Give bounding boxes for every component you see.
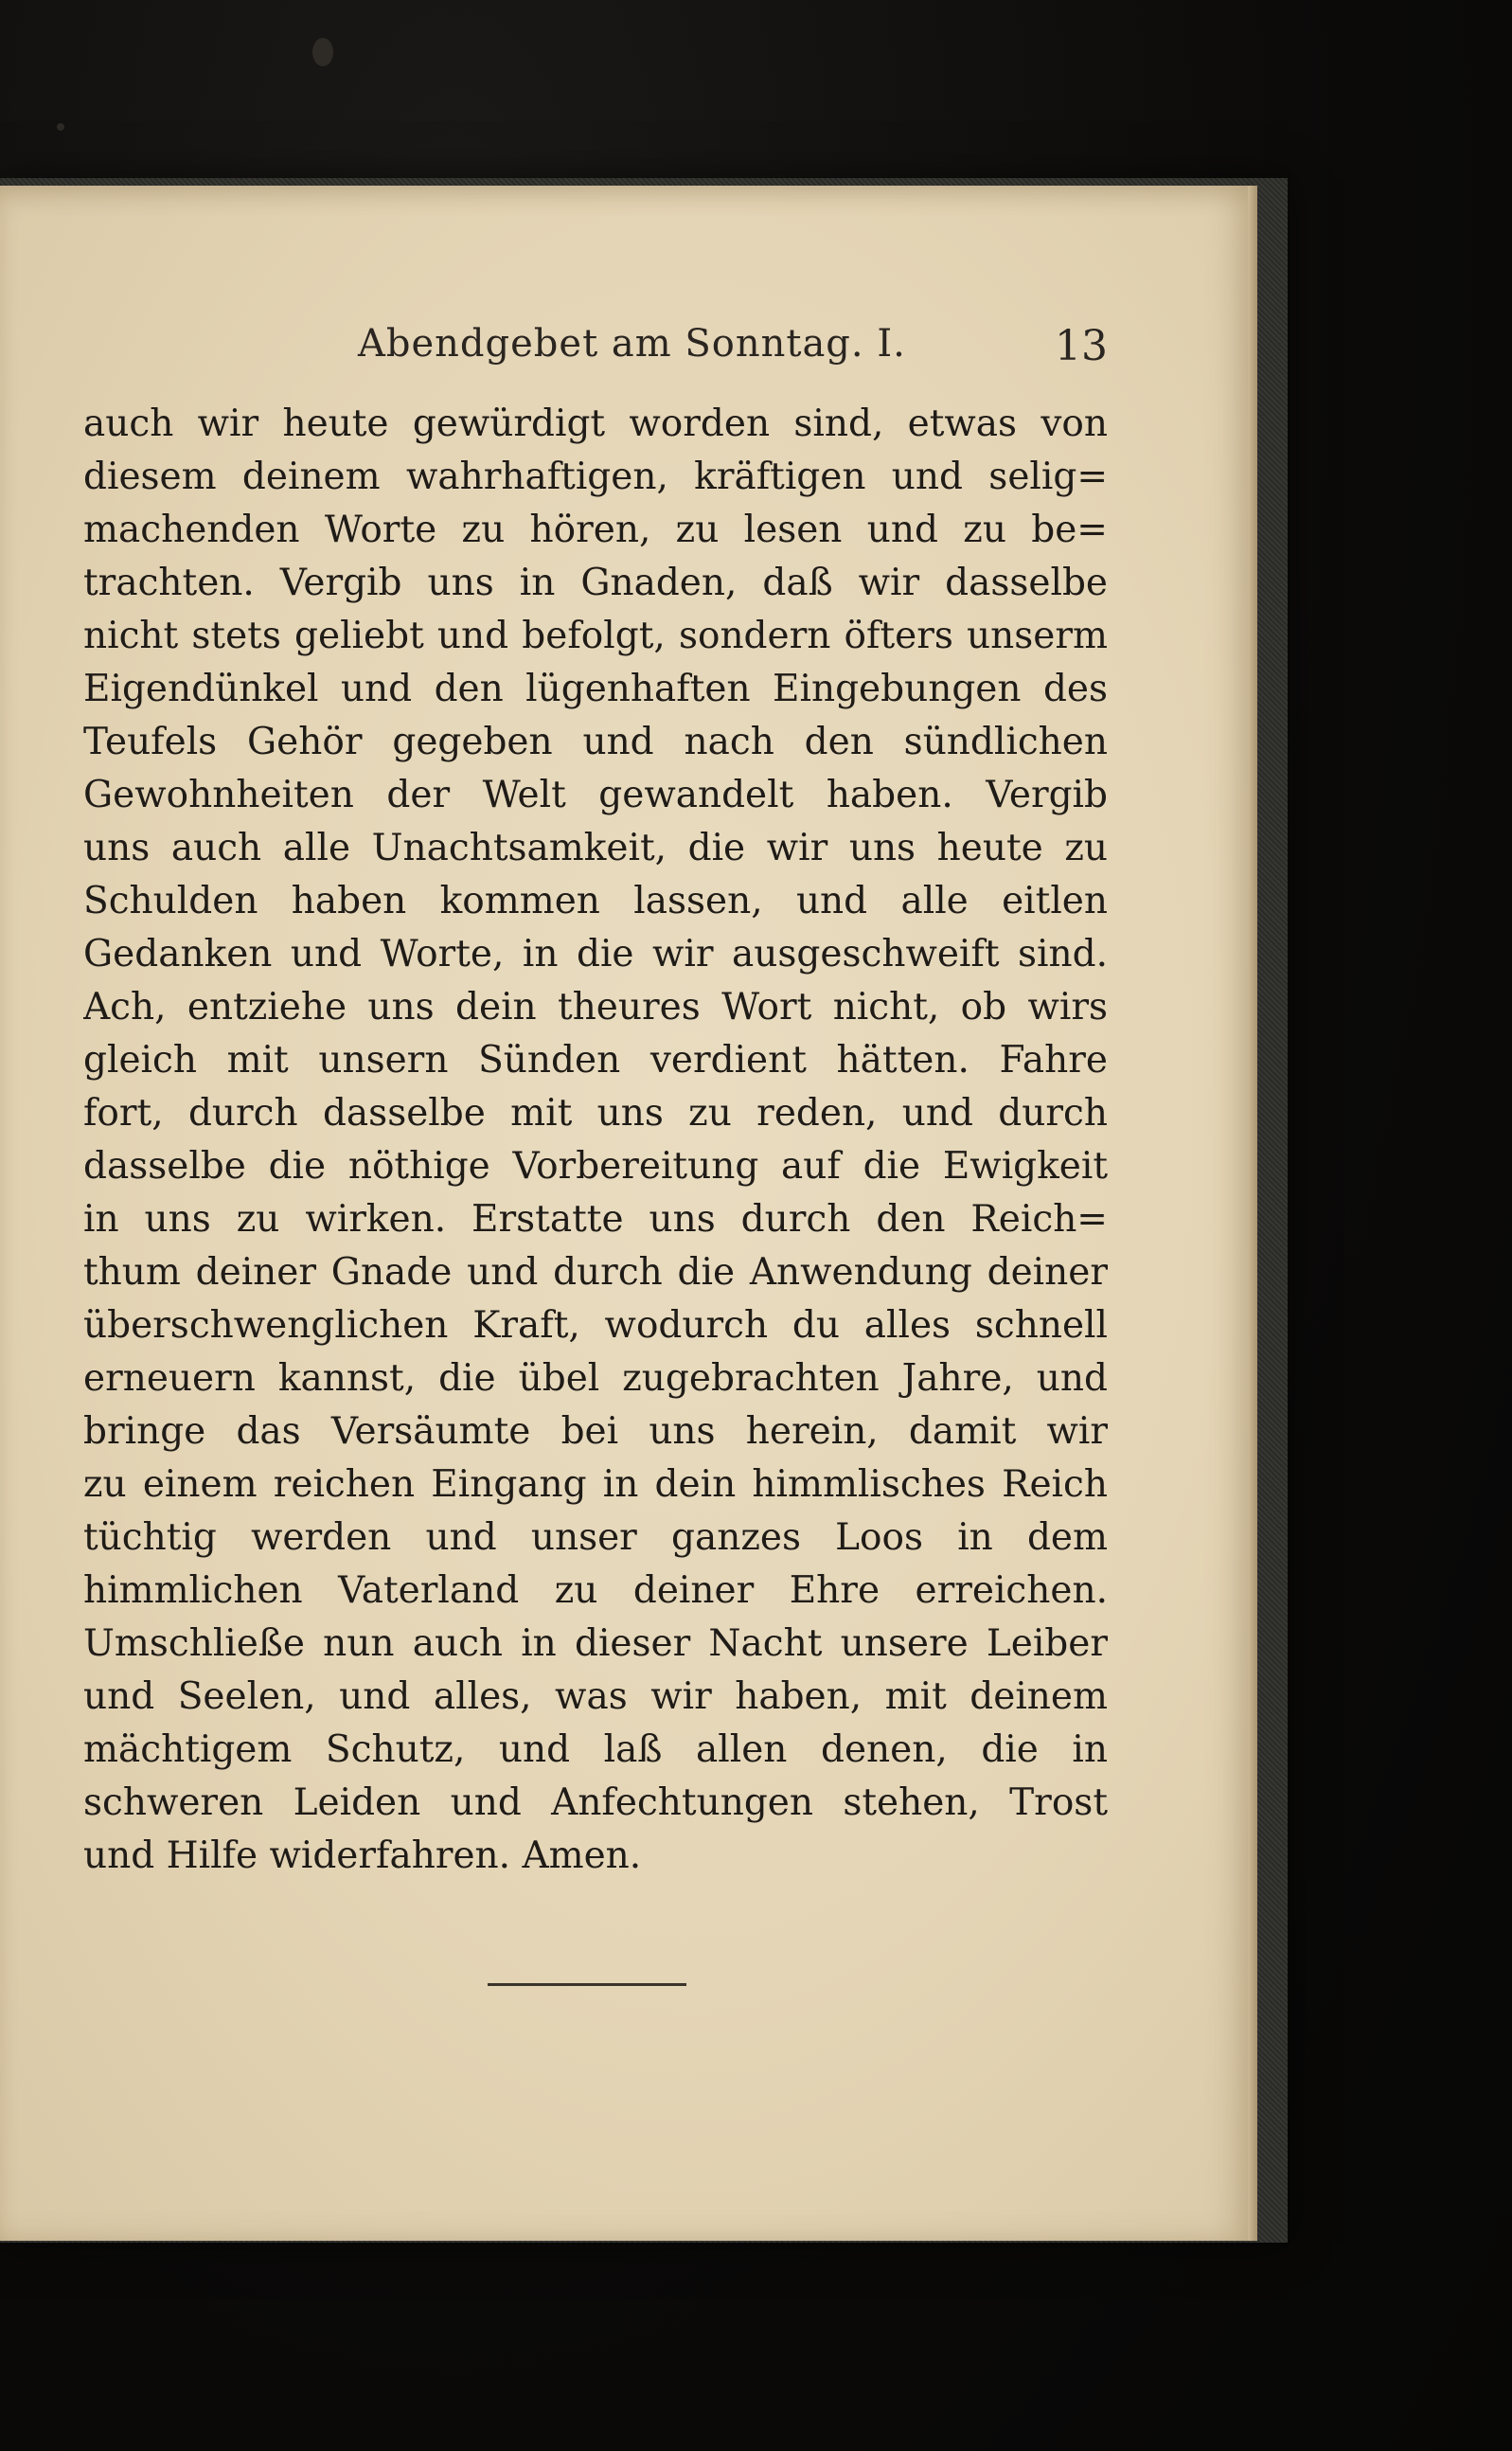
text-line: schweren Leiden und Anfechtungen stehen, Trost xyxy=(83,1781,1108,1824)
text-line: Schulden haben kommen lassen, und alle eitlen xyxy=(83,880,1108,922)
text-line: fort, durch dasselbe mit uns zu reden, und durch xyxy=(83,1092,1108,1135)
closing-rule xyxy=(488,1983,686,1986)
text-line: und Seelen, und alles, was wir haben, mit deinem xyxy=(83,1675,1108,1718)
text-line: überschwenglichen Kraft, wodurch du alles schnell xyxy=(83,1304,1108,1347)
text-line: diesem deinem wahrhaftigen, kräftigen und selig= xyxy=(83,456,1108,498)
running-title: Abendgebet am Sonntag. I. xyxy=(358,322,906,366)
text-line: Eigendünkel und den lügenhaften Eingebungen des xyxy=(83,668,1108,710)
text-line: trachten. Vergib uns in Gnaden, daß wir dasselbe xyxy=(83,562,1108,604)
text-line: auch wir heute gewürdigt worden sind, etwas von xyxy=(83,403,1108,445)
text-line: uns auch alle Unachtsamkeit, die wir uns heute zu xyxy=(83,827,1108,869)
dust-speck xyxy=(312,38,333,66)
text-line: Gedanken und Worte, in die wir ausgeschweift sind. xyxy=(83,933,1108,975)
text-line: dasselbe die nöthige Vorbereitung auf die Ewigkeit xyxy=(83,1145,1108,1188)
text-line: Umschließe nun auch in dieser Nacht unsere Leiber xyxy=(83,1622,1108,1665)
text-line: erneuern kannst, die übel zugebrachten Jahre, und xyxy=(83,1357,1108,1400)
text-line: Teufels Gehör gegeben und nach den sündlichen xyxy=(83,721,1108,763)
text-line: machenden Worte zu hören, zu lesen und zu be= xyxy=(83,509,1108,551)
text-line: und Hilfe widerfahren. Amen. xyxy=(83,1834,642,1877)
page-header xyxy=(83,322,1108,379)
page-edge xyxy=(1248,186,1257,2241)
text-line: gleich mit unsern Sünden verdient hätten. Fahre xyxy=(83,1039,1108,1082)
text-line: zu einem reichen Eingang in dein himmlisches Reich xyxy=(83,1463,1108,1506)
text-line: Gewohnheiten der Welt gewandelt haben. Vergib xyxy=(83,774,1108,816)
prayer-text xyxy=(83,398,1108,1883)
text-line: himmlichen Vaterland zu deiner Ehre erreichen. xyxy=(83,1569,1108,1612)
dust-speck xyxy=(57,123,64,131)
text-line: in uns zu wirken. Erstatte uns durch den Reich= xyxy=(83,1198,1108,1241)
text-line: tüchtig werden und unser ganzes Loos in dem xyxy=(83,1516,1108,1559)
text-line: mächtigem Schutz, und laß allen denen, die in xyxy=(83,1728,1108,1771)
text-line: nicht stets geliebt und befolgt, sondern öfters unserm xyxy=(83,615,1108,657)
text-line: Ach, entziehe uns dein theures Wort nicht, ob wirs xyxy=(83,986,1108,1029)
text-line: thum deiner Gnade und durch die Anwendung deiner xyxy=(83,1251,1108,1294)
text-line: bringe das Versäumte bei uns herein, damit wir xyxy=(83,1410,1108,1453)
page-number: 13 xyxy=(1055,322,1108,370)
